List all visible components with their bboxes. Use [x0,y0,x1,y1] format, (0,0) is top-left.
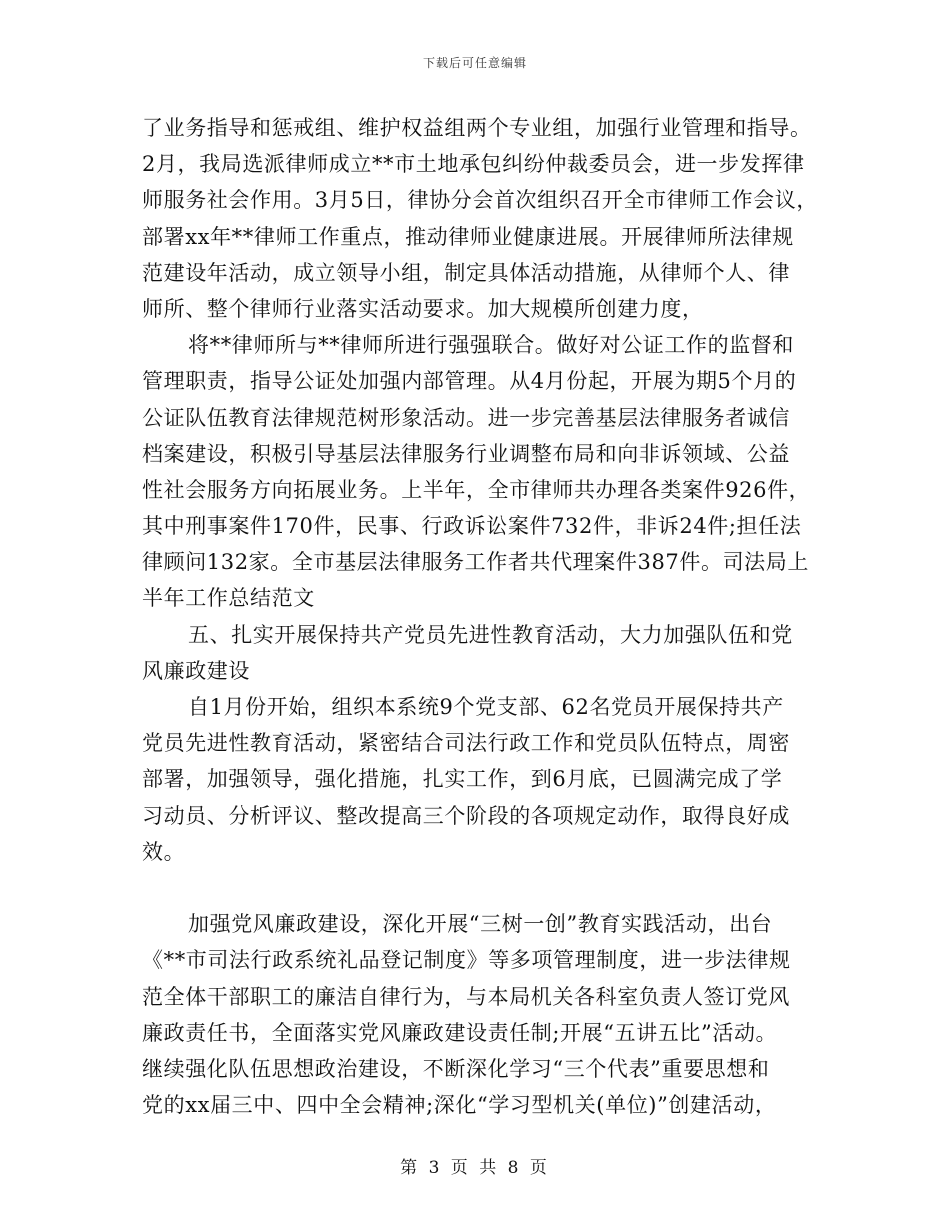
text-line: 部署xx年**律师工作重点，推动律师业健康进展。开展律师所法律规 [142,224,794,249]
text-line: 廉政责任书，全面落实党风廉政建设责任制;开展“五讲五比”活动。 [142,1020,778,1045]
header-note: 下载后可任意编辑 [422,56,527,70]
text-line: 2月，我局选派律师成立**市土地承包纠纷仲裁委员会，进一步发挥律 [142,152,805,177]
text-line: 党的xx届三中、四中全会精神;深化“学习型机关(单位)”创建活动， [142,1093,777,1118]
text-line: 部署，加强领导，强化措施，扎实工作，到6月底，已圆满完成了学 [142,767,783,792]
text-line: 习动员、分析评议、整改提高三个阶段的各项规定动作，取得良好成 [142,803,790,828]
text-line: 范建设年活动，成立领导小组，制定具体活动措施，从律师个人、律 [142,260,790,285]
text-line: 性社会服务方向拓展业务。上半年，全市律师共办理各类案件926件， [142,477,811,502]
text-line: 效。 [142,839,186,864]
text-line: 档案建设，积极引导基层法律服务行业调整布局和向非诉领域、公益 [142,441,790,466]
paragraph-spacer [142,870,820,906]
text-line: 律顾问132家。全市基层法律服务工作者共代理案件387件。司法局上 [142,550,809,575]
text-line: 公证队伍教育法律规范树形象活动。进一步完善基层法律服务者诚信 [142,405,790,430]
text-line: 范全体干部职工的廉洁自律行为，与本局机关各科室负责人签订党风 [142,984,790,1009]
document-body [142,110,820,1123]
section-heading-line: 五、扎实开展保持共产党员先进性教育活动，大力加强队伍和党 [188,622,793,647]
page-number: 第 3 页 共 8 页 [400,1158,550,1178]
section-heading-line: 风廉政建设 [142,658,250,683]
text-line: 管理职责，指导公证处加强内部管理。从4月份起，开展为期5个月的 [142,369,797,394]
text-line: 师服务社会作用。3月5日，律协分会首次组织召开全市律师工作会议， [142,188,818,213]
paragraph-start-line: 自1月份开始，组织本系统9个党支部、62名党员开展保持共产 [188,695,784,719]
text-line: 《**市司法行政系统礼品登记制度》等多项管理制度，进一步法律规 [142,948,791,973]
text-line: 党员先进性教育活动，紧密结合司法行政工作和党员队伍特点，周密 [142,731,790,756]
text-line: 半年工作总结范文 [142,586,315,611]
paragraph-start-line: 将**律师所与**律师所进行强强联合。做好对公证工作的监督和 [188,333,794,358]
paragraph-start-line: 加强党风廉政建设，深化开展“三树一创”教育实践活动，出台 [188,912,773,937]
text-line: 继续强化队伍思想政治建设，不断深化学习“三个代表”重要思想和 [142,1056,770,1081]
text-line: 了业务指导和惩戒组、维护权益组两个专业组，加强行业管理和指导。 [142,116,812,140]
text-line: 师所、整个律师行业落实活动要求。加大规模所创建力度， [142,296,704,321]
text-line: 其中刑事案件170件，民事、行政诉讼案件732件，非诉24件;担任法 [142,514,802,539]
